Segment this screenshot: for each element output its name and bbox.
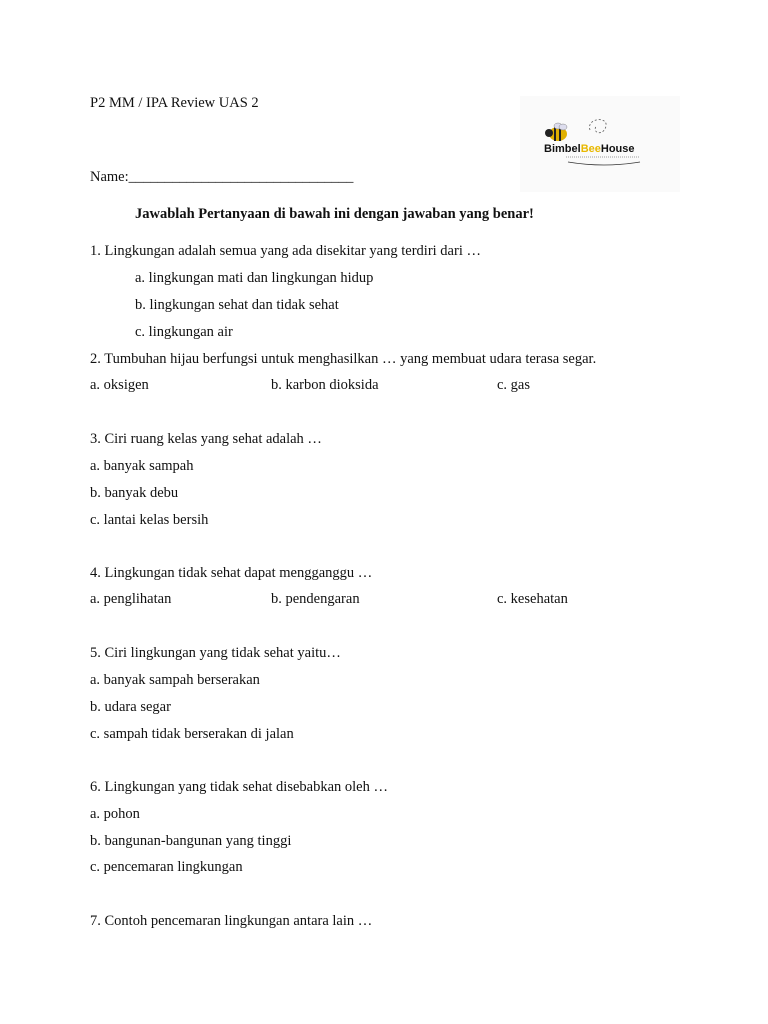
question-1: 1. Lingkungan adalah semua yang ada disekitar yang terdiri dari …	[90, 243, 481, 259]
option-1b: b. lingkungan sehat dan tidak sehat	[135, 297, 339, 313]
option-5c: c. sampah tidak berserakan di jalan	[90, 726, 294, 742]
question-2: 2. Tumbuhan hijau berfungsi untuk menghasilkan … yang membuat udara terasa segar.	[90, 351, 597, 367]
question-5: 5. Ciri lingkungan yang tidak sehat yaitu…	[90, 645, 341, 661]
option-6b: b. bangunan-bangunan yang tinggi	[90, 833, 292, 849]
bimbel-bee-house-logo	[520, 96, 680, 192]
instruction: Jawablah Pertanyaan di bawah ini dengan jawaban yang benar!	[135, 206, 534, 222]
option-5a: a. banyak sampah berserakan	[90, 672, 260, 688]
question-6: 6. Lingkungan yang tidak sehat disebabkan oleh …	[90, 779, 388, 795]
option-3c: c. lantai kelas bersih	[90, 512, 209, 528]
option-2c: c. gas	[497, 377, 531, 393]
bee-icon	[545, 123, 567, 141]
option-6a: a. pohon	[90, 806, 140, 822]
name-blank-line[interactable]: _______________________________	[128, 169, 354, 185]
option-2a: a. oksigen	[90, 377, 149, 393]
option-4b: b. pendengaran	[271, 591, 360, 607]
page-title: P2 MM / IPA Review UAS 2	[90, 95, 259, 111]
option-6c: c. pencemaran lingkungan	[90, 859, 243, 875]
option-4a: a. penglihatan	[90, 591, 172, 607]
question-3: 3. Ciri ruang kelas yang sehat adalah …	[90, 431, 322, 447]
option-4c: c. kesehatan	[497, 591, 568, 607]
name-field[interactable]	[90, 168, 353, 186]
option-1c: c. lingkungan air	[135, 324, 233, 340]
option-1a: a. lingkungan mati dan lingkungan hidup	[135, 270, 374, 286]
svg-text:BimbelBeeHouse: BimbelBeeHouse	[544, 143, 635, 155]
option-3a: a. banyak sampah	[90, 458, 194, 474]
question-7: 7. Contoh pencemaran lingkungan antara lain …	[90, 913, 373, 929]
option-3b: b. banyak debu	[90, 485, 179, 501]
option-2b: b. karbon dioksida	[271, 377, 379, 393]
question-4: 4. Lingkungan tidak sehat dapat mengganggu …	[90, 565, 373, 581]
option-5b: b. udara segar	[90, 699, 171, 715]
name-label: Name:	[90, 169, 129, 185]
